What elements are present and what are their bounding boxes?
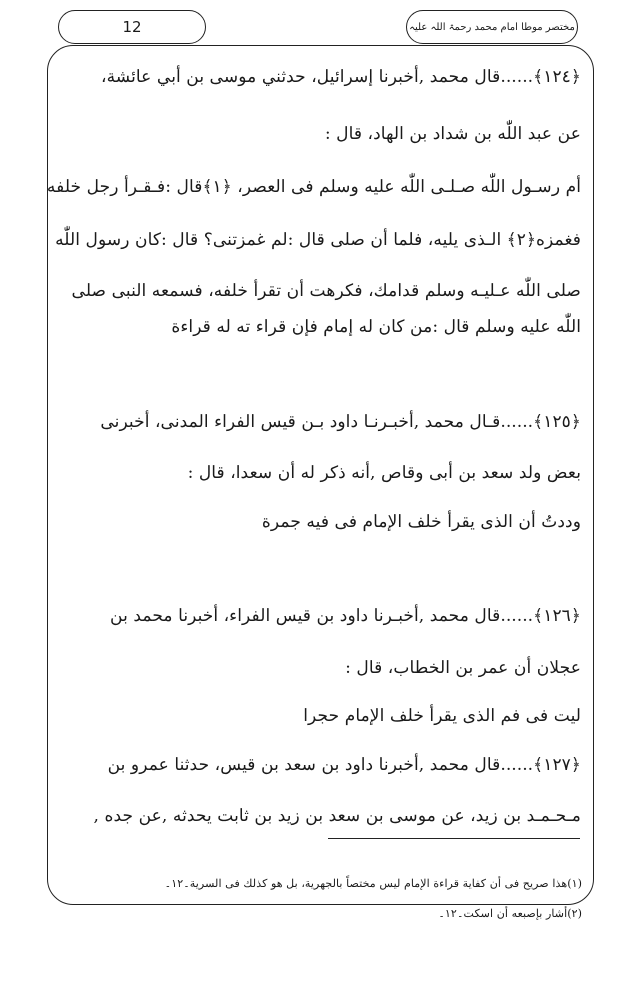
page-number-box [58,10,206,44]
hadith-125-line-3: وددتُ أن الذى يقرأ خلف الإمام فى فيه جمرة [261,512,581,532]
hadith-126-line-2: عجلان أن عمر بن الخطاب، قال : [345,658,581,678]
book-title: مختصر موطا امام محمد رحمۃ اللہ علیہ [409,21,575,33]
footnote-divider [328,838,580,839]
hadith-127-line-2: مـحـمـد بن زيد، عن موسى بن سعد بن زيد بن ثابت يحدثه ,عن جده , [93,806,581,826]
hadith-124-line-4: فغمزه﴿٢﴾ الـذى يليه، فلما أن صلى قال :لم غمزتنى؟ قال :كان رسول اللّٰه [55,230,581,250]
hadith-124-line-5: صلى اللّٰه عـليـه وسلم قدامك، فكرهت أن تقرأ خلفه، فسمعه النبى صلى [71,281,581,301]
hadith-124-line-2: عن عبد اللّٰه بن شداد بن الهاد، قال : [324,124,581,144]
hadith-125-line-2: بعض ولد سعد بن أبى وقاص ,أنه ذكر له أن سعدا، قال : [187,463,581,483]
hadith-126-line-1: ﴿١٢٦﴾......قال محمد ,أخبـرنا داود بن قيس الفراء، أخبرنا محمد بن [110,606,581,626]
hadith-127-line-1: ﴿١٢٧﴾......قال محمد ,أخبرنا داود بن سعد بن قيس، حدثنا عمرو بن [107,755,581,775]
hadith-126-line-3: ليت فى فم الذى يقرأ خلف الإمام حجرا [303,706,581,726]
book-title-box [406,10,578,44]
hadith-125-line-1: ﴿١٢٥﴾......قـال محمد ,أخبـرنـا داود بـن قيس الفراء المدنى، أخبرنى [100,412,581,432]
footnote-2: (٢)أشار بإصبعه أن اسكت۔١٢۔ [438,907,582,920]
footnote-1: (١)هذا صريح فى أن كفاية قراءة الإمام ليس مختصاً بالجهرية، بل هو كذلك فى السرية۔١٢۔ [164,877,582,890]
hadith-124-line-3: أم رسـول اللّٰه صـلـى اللّٰه عليه وسلم فى العصر، ﴿١﴾قال :فـقـرأ رجل خلفه [46,177,581,197]
page-number: 12 [122,18,142,36]
hadith-124-line-6: اللّٰه عليه وسلم قال :من كان له إمام فإن قراء ته له قراءة [171,317,581,337]
hadith-124-line-1: ﴿١٢٤﴾......قال محمد ,أخبرنا إسرائيل، حدثني موسى بن أبي عائشة، [101,67,581,87]
